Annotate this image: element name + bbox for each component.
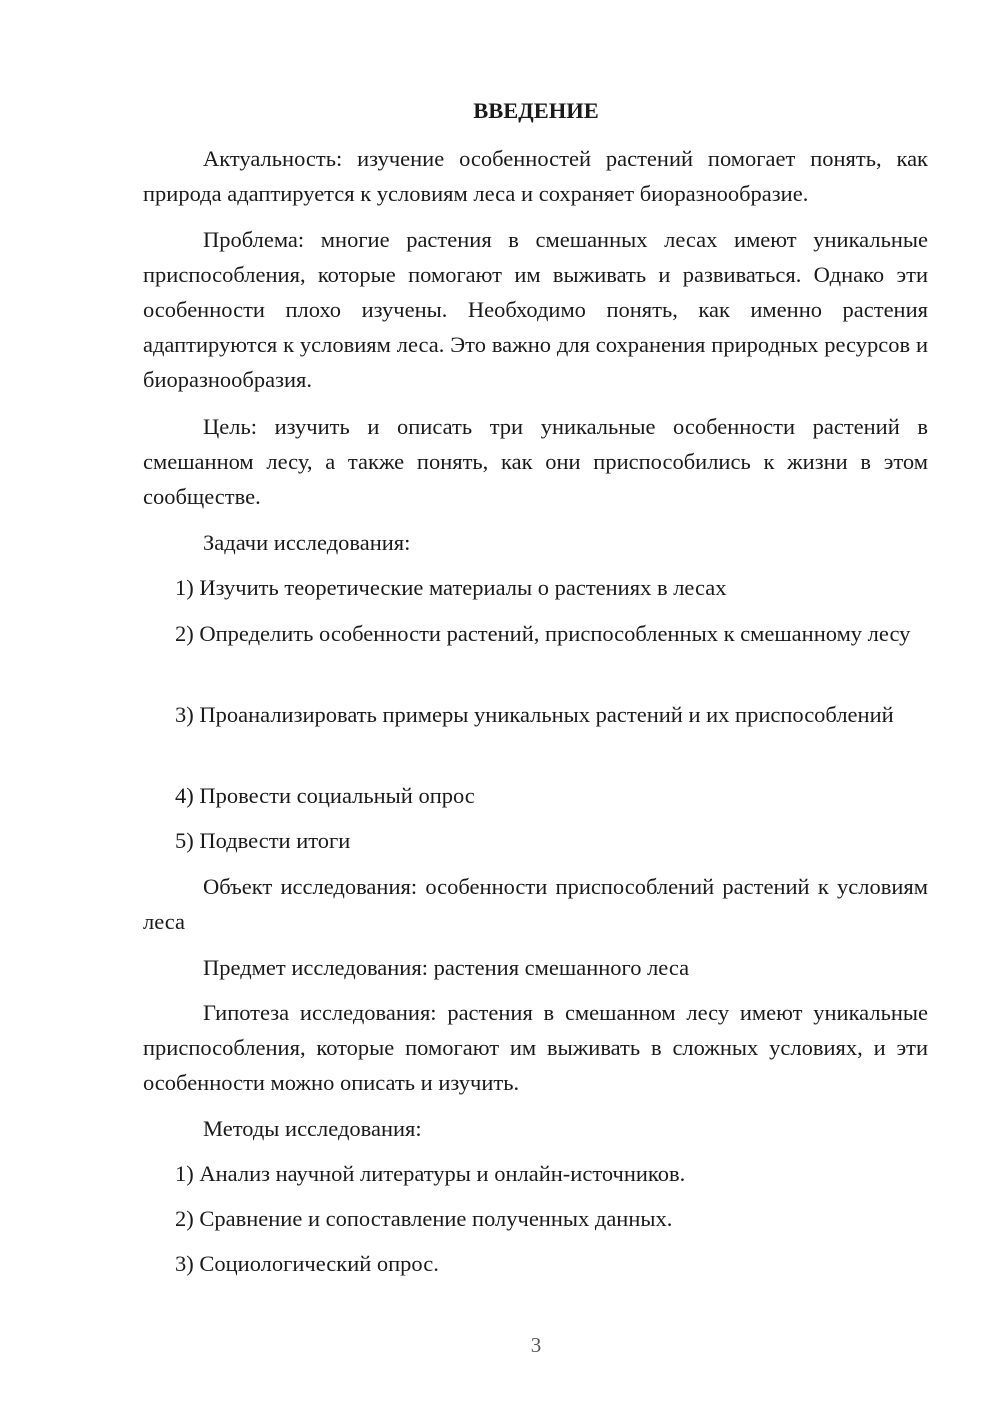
task-item-3: 3) Проанализировать примеры уникальных растений и их приспособлений <box>175 702 894 727</box>
task-item-5: 5) Подвести итоги <box>175 828 351 853</box>
task-item-4: 4) Провести социальный опрос <box>175 783 475 808</box>
object-paragraph: Объект исследования: особенности приспособлений растений к условиям леса <box>143 874 928 934</box>
hypothesis-paragraph: Гипотеза исследования: растения в смешанном лесу имеют уникальные приспособления, которые помогают им выживать в сложных условиях, и эти особенности можно описать и изучить. <box>143 1000 928 1095</box>
method-item-1: 1) Анализ научной литературы и онлайн-источников. <box>175 1161 686 1186</box>
method-item-3: 3) Социологический опрос. <box>175 1251 439 1276</box>
methods-heading: Методы исследования: <box>203 1116 422 1141</box>
task-item-2: 2) Определить особенности растений, приспособленных к смешанному лесу <box>175 621 911 646</box>
tasks-heading: Задачи исследования: <box>203 530 411 555</box>
page-number: 3 <box>530 1333 542 1357</box>
relevance-paragraph: Актуальность: изучение особенностей растений помогает понять, как природа адаптируется к условиям леса и сохраняет биоразнообразие. <box>143 146 928 206</box>
task-item-1: 1) Изучить теоретические материалы о растениях в лесах <box>175 575 727 600</box>
subject-paragraph: Предмет исследования: растения смешанного леса <box>203 955 690 980</box>
goal-paragraph: Цель: изучить и описать три уникальные особенности растений в смешанном лесу, а также понять, как они приспособились к жизни в этом сообществе. <box>143 414 928 509</box>
problem-paragraph: Проблема: многие растения в смешанных лесах имеют уникальные приспособления, которые помогают им выживать и развиваться. Однако эти особенности плохо изучены. Необходимо понять, как именно растения адаптируются к условиям леса. Это важно для сохранения природных ресурсов и биоразнообразия. <box>143 227 928 392</box>
method-item-2: 2) Сравнение и сопоставление полученных данных. <box>175 1206 673 1231</box>
section-title: ВВЕДЕНИЕ <box>473 98 599 123</box>
